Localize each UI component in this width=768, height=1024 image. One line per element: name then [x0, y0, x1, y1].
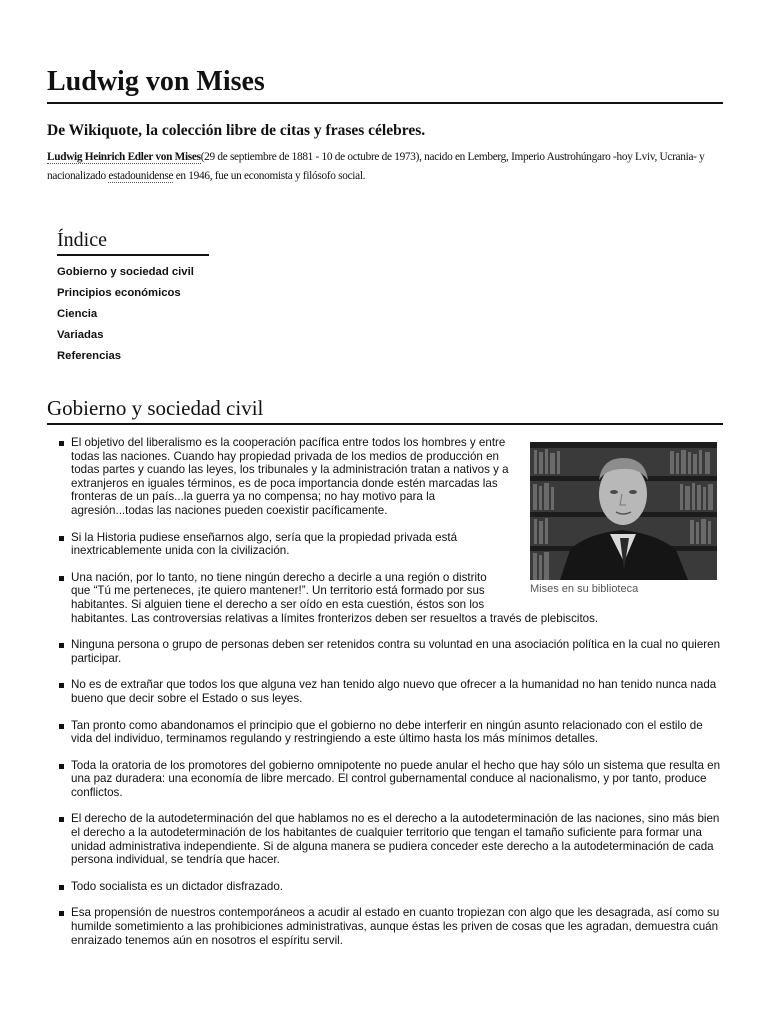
list-item: Toda la oratoria de los promotores del gobierno omnipotente no puede anular el hecho que hay sólo un sistema que resulta en una paz duradera: una economía de libre mercado. El control gubernamental conduce al nacionalismo, y por tanto, produce conflictos. [57, 759, 723, 800]
list-item: Una nación, por lo tanto, no tiene ningún derecho a decirle a una región o distrito que “Tú me perteneces, ¡te quiero mantener!”. Un territorio está formado por sus habitantes. Si alguien tiene el derecho a ser oído en esta cuestión, éstos son los habitantes. Las controversias relativas a límites fronterizos deben ser resueltos a través de plebiscitos. [57, 571, 723, 625]
list-item: Ninguna persona o grupo de personas deben ser retenidos contra su voluntad en una asociación política en la cual no quieren participar. [57, 638, 723, 665]
subject-name-link[interactable]: Ludwig Heinrich Edler von Mises [47, 151, 201, 163]
list-item: No es de extrañar que todos los que alguna vez han tenido algo nuevo que ofrecer a la humanidad no han tenido nunca nada bueno que decir sobre el Estado o sus leyes. [57, 678, 723, 705]
list-item: Todo socialista es un dictador disfrazado. [57, 880, 723, 894]
intro-text-2: en 1946, fue un economista y filósofo social. [173, 170, 366, 182]
nationality-link[interactable]: estadounidense [108, 170, 174, 182]
toc-item-variadas[interactable]: Variadas [57, 329, 104, 341]
toc-item-principios[interactable]: Principios económicos [57, 287, 181, 299]
intro-paragraph [47, 148, 727, 186]
toc-heading: Índice [57, 226, 209, 256]
list-item: Esa propensión de nuestros contemporáneos a acudir al estado en cuanto tropiezan con algo que les desagrada, así como su humilde sometimiento a las prohibiciones administrativas, aunque éstas les priven de cosas que les agradan, demuestra cuán enraizado tenemos aún en nosotros el espíritu servil. [57, 906, 723, 947]
toc-item-referencias[interactable]: Referencias [57, 350, 122, 362]
page-subtitle: De Wikiquote, la colección libre de citas y frases célebres. [47, 122, 426, 139]
figure-caption: Mises en su biblioteca [530, 583, 639, 595]
list-item: Si la Historia pudiese enseñarnos algo, sería que la propiedad privada está inextricablemente unida con la civilización. [57, 531, 511, 558]
toc-item-ciencia[interactable]: Ciencia [57, 308, 98, 320]
list-item: Tan pronto como abandonamos el principio que el gobierno no debe interferir en ningún asunto relacionado con el estilo de vida del individuo, terminamos regulando y restringiendo a este último hasta los más mínimos detalles. [57, 719, 723, 746]
toc-item-gobierno[interactable]: Gobierno y sociedad civil [57, 266, 194, 278]
list-item: El derecho de la autodeterminación del que hablamos no es el derecho a la autodeterminación de las naciones, sino más bien el derecho a la autodeterminación de los habitantes de cualquier territorio que tengan el tamaño suficiente para formar una unidad administrativa independiente. Si de alguna manera se pudiera conceder este derecho a la autodeterminación de cada persona individual, se tendría que hacer. [57, 812, 723, 866]
list-item: El objetivo del liberalismo es la cooperación pacífica entre todos los hombres y entre todas las naciones. Cuando hay propiedad privada de los medios de producción en todas partes y cuando las leyes, los tribunales y la administración tratan a nativos y a extranjeros en iguales términos, es de poca importancia donde estén marcadas las fronteras de un país...la guerra ya no compensa; no hay motivo para la agresión...todas las naciones pueden coexistir pacíficamente. [57, 436, 511, 518]
section-heading: Gobierno y sociedad civil [47, 393, 723, 425]
float-spacer [497, 571, 723, 611]
page-title: Ludwig von Mises [47, 66, 723, 104]
table-of-contents [57, 226, 209, 367]
quote-list [57, 436, 723, 960]
intro-text-1: (29 de septiembre de 1881 - 10 de octubre de 1973), nacido en Lemberg, Imperio Austrohúngaro -hoy Lviv, Ucrania- y nacionalizado [47, 151, 705, 182]
